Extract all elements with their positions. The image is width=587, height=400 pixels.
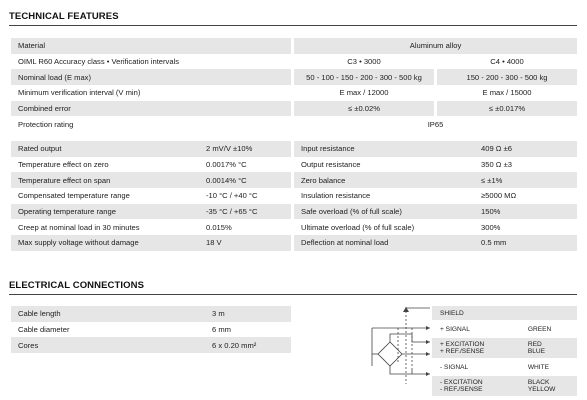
wire-signal: + EXCITATION + REF./SENSE <box>432 338 520 358</box>
spec-value-c4: C4 • 4000 <box>490 57 524 67</box>
spec-table-left <box>11 141 291 251</box>
spec-label: Temperature effect on zero <box>18 160 109 170</box>
spec-row <box>294 141 577 157</box>
spec-value: 409 Ω ±6 <box>474 141 577 157</box>
cable-table <box>11 306 291 353</box>
wire-color <box>520 306 577 320</box>
wire-row-shield <box>432 306 577 320</box>
wire-color: GREEN <box>527 325 552 333</box>
spec-label: OIML R60 Accuracy class • Verification intervals <box>18 57 180 67</box>
technical-features-title: TECHNICAL FEATURES <box>9 11 119 22</box>
spec-label: Compensated temperature range <box>18 191 130 201</box>
spec-table-right <box>294 141 577 251</box>
wire-row-excitation-plus <box>432 338 577 358</box>
spec-label: Combined error <box>11 101 291 117</box>
wire-signal: - EXCITATION - REF./SENSE <box>432 376 520 396</box>
spec-row-min-interval <box>11 85 577 101</box>
spec-label: Ultimate overload (% of full scale) <box>301 222 415 232</box>
spec-value: ≥5000 MΩ <box>481 191 517 201</box>
cable-value: 6 x 0.20 mm² <box>205 337 291 353</box>
spec-row-material <box>11 38 577 54</box>
spec-value-c3: 50 - 100 - 150 - 200 - 300 - 500 kg <box>294 69 434 85</box>
cable-value: 3 m <box>205 306 291 322</box>
cable-row <box>11 322 291 338</box>
spec-value: -35 °C / +65 °C <box>199 204 291 220</box>
wire-color: RED BLUE <box>520 338 577 358</box>
spec-row <box>11 141 291 157</box>
spec-row <box>11 204 291 220</box>
wire-signal: + SIGNAL <box>440 325 470 333</box>
wire-signal: - SIGNAL <box>440 363 469 371</box>
spec-value: -10 °C / +40 °C <box>206 191 258 201</box>
spec-value: 0.0014% °C <box>199 172 291 188</box>
spec-label: Temperature effect on span <box>11 172 199 188</box>
spec-row <box>11 219 291 235</box>
spec-label: Minimum verification interval (V min) <box>18 88 141 98</box>
wire-color: WHITE <box>527 363 550 371</box>
spec-label: Safe overload (% of full scale) <box>294 204 474 220</box>
spec-row <box>11 235 291 251</box>
cable-label: Cable diameter <box>18 325 70 335</box>
spec-row-accuracy <box>11 54 577 70</box>
spec-value: 0.0017% °C <box>206 160 247 170</box>
spec-label: Input resistance <box>294 141 474 157</box>
wire-row-signal-plus <box>432 320 577 338</box>
wiring-table <box>432 306 577 396</box>
spec-row <box>11 157 291 173</box>
spec-value: 300% <box>481 222 501 232</box>
spec-row <box>294 172 577 188</box>
wiring-diagram <box>364 304 434 390</box>
spec-row-combined-error <box>11 101 577 117</box>
spec-value: 0.015% <box>206 222 232 232</box>
electrical-connections-title: ELECTRICAL CONNECTIONS <box>9 280 145 291</box>
spec-row <box>294 235 577 251</box>
wire-row-signal-minus <box>432 358 577 376</box>
spec-label: Insulation resistance <box>301 191 371 201</box>
spec-value-c3: C3 • 3000 <box>347 57 381 67</box>
spec-row <box>11 188 291 204</box>
spec-value: 350 Ω ±3 <box>481 160 512 170</box>
cable-row <box>11 337 291 353</box>
spec-row <box>11 172 291 188</box>
spec-value: Aluminum alloy <box>294 38 577 54</box>
spec-value: ≤ ±1% <box>474 172 577 188</box>
spec-value: IP65 <box>427 119 444 129</box>
spec-label: Operating temperature range <box>11 204 199 220</box>
spec-value-c4: ≤ ±0.017% <box>437 101 577 117</box>
spec-label: Material <box>11 38 291 54</box>
excitation-minus-lead <box>390 366 430 374</box>
spec-row <box>294 157 577 173</box>
spec-label: Creep at nominal load in 30 minutes <box>18 222 140 232</box>
spec-value: 0.5 mm <box>474 235 577 251</box>
spec-value-c4: E max / 15000 <box>482 88 532 98</box>
technical-features-rule <box>9 25 577 26</box>
spec-label: Deflection at nominal load <box>294 235 474 251</box>
spec-row <box>294 219 577 235</box>
excitation-plus-lead <box>390 334 430 342</box>
spec-label: Nominal load (E max) <box>11 69 291 85</box>
spec-label: Protection rating <box>18 119 74 129</box>
spec-label: Zero balance <box>294 172 474 188</box>
spec-table-general <box>11 38 577 132</box>
spec-value-c4: 150 - 200 - 300 - 500 kg <box>437 69 577 85</box>
spec-row <box>294 188 577 204</box>
spec-value-c3: ≤ ±0.02% <box>294 101 434 117</box>
wire-row-excitation-minus <box>432 376 577 396</box>
wire-color: BLACK YELLOW <box>520 376 577 396</box>
spec-row-protection <box>11 116 577 132</box>
cable-label: Cable length <box>11 306 205 322</box>
spec-value: 2 mV/V ±10% <box>199 141 291 157</box>
cable-value: 6 mm <box>212 325 231 335</box>
wire-signal: SHIELD <box>432 306 520 320</box>
cable-row <box>11 306 291 322</box>
spec-label: Max supply voltage without damage <box>11 235 199 251</box>
spec-label: Rated output <box>11 141 199 157</box>
spec-row <box>294 204 577 220</box>
spec-value-c3: E max / 12000 <box>339 88 389 98</box>
spec-label: Output resistance <box>301 160 361 170</box>
spec-value: 150% <box>474 204 577 220</box>
spec-row-nominal-load <box>11 69 577 85</box>
electrical-connections-rule <box>9 294 577 295</box>
spec-value: 18 V <box>199 235 291 251</box>
cable-label: Cores <box>11 337 205 353</box>
